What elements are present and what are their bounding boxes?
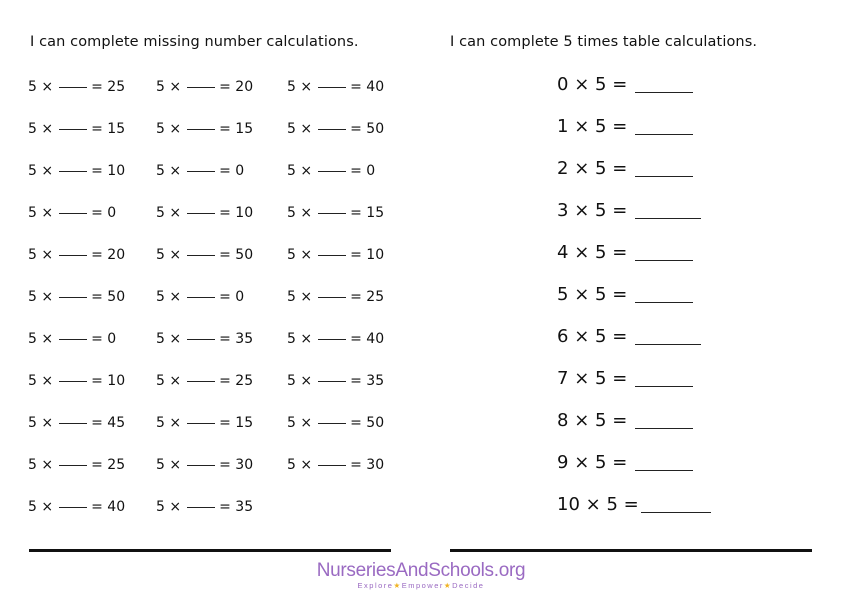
times-table-row (0, 73, 842, 97)
product-value: 50 (366, 121, 385, 137)
product-value: 0 (107, 205, 117, 221)
factor-b: 5 (595, 326, 607, 347)
multiplier: 5 (287, 247, 296, 263)
factor-b: 5 (595, 242, 607, 263)
equals-sign: = (91, 247, 103, 263)
multiplier: 5 (156, 205, 165, 221)
product-value: 25 (107, 79, 126, 95)
multiplier: 5 (287, 121, 296, 137)
times-sign: × (300, 79, 313, 95)
times-sign: × (300, 331, 313, 347)
times-table-row (0, 493, 842, 517)
product-value: 40 (366, 331, 385, 347)
product-value: 25 (107, 457, 126, 473)
equals-sign: = (219, 121, 231, 137)
product-value: 0 (235, 163, 245, 179)
equals-sign: = (91, 289, 103, 305)
equals-sign: = (91, 331, 103, 347)
times-sign: × (300, 373, 313, 389)
logo-tag-explore: Explore (357, 581, 394, 590)
times-sign: × (169, 79, 182, 95)
times-sign: × (41, 79, 54, 95)
multiplier: 5 (28, 163, 37, 179)
logo-tagline (0, 581, 842, 590)
star-icon: ★ (443, 581, 453, 590)
times-sign: × (585, 494, 601, 515)
times-table-question (557, 241, 693, 265)
multiplier: 5 (28, 205, 37, 221)
product-value: 25 (366, 289, 385, 305)
answer-blank[interactable] (635, 217, 701, 219)
times-sign: × (41, 163, 54, 179)
factor-a: 5 (557, 284, 569, 305)
times-table-row (0, 199, 842, 223)
multiplier: 5 (156, 247, 165, 263)
times-table-row (0, 115, 842, 139)
answer-blank[interactable] (635, 343, 701, 345)
times-sign: × (41, 415, 54, 431)
equals-sign: = (350, 289, 362, 305)
equals-sign: = (350, 331, 362, 347)
multiplier: 5 (156, 415, 165, 431)
logo-name: NurseriesAndSchools.org (316, 560, 526, 581)
equals-sign: = (350, 205, 362, 221)
times-table-question (557, 199, 701, 223)
product-value: 40 (107, 499, 126, 515)
right-heading: I can complete 5 times table calculations. (450, 34, 758, 50)
equals-sign: = (219, 499, 231, 515)
times-table-question (557, 115, 693, 139)
times-table-row (0, 325, 842, 349)
times-sign: × (169, 121, 182, 137)
times-sign: × (169, 289, 182, 305)
product-value: 35 (366, 373, 385, 389)
product-value: 10 (366, 247, 385, 263)
equals-sign: = (612, 158, 628, 179)
times-sign: × (169, 457, 182, 473)
factor-a: 1 (557, 116, 569, 137)
equals-sign: = (612, 452, 628, 473)
answer-blank[interactable] (635, 133, 693, 135)
times-sign: × (300, 457, 313, 473)
times-sign: × (41, 289, 54, 305)
times-table-question (557, 367, 693, 391)
equals-sign: = (612, 74, 628, 95)
times-sign: × (574, 116, 590, 137)
product-value: 0 (366, 163, 376, 179)
times-sign: × (300, 415, 313, 431)
multiplier: 5 (156, 121, 165, 137)
logo-tag-decide: Decide (452, 581, 485, 590)
factor-a: 9 (557, 452, 569, 473)
multiplier: 5 (28, 289, 37, 305)
times-sign: × (41, 499, 54, 515)
multiplier: 5 (28, 457, 37, 473)
right-divider (450, 549, 812, 552)
product-value: 30 (366, 457, 385, 473)
factor-a: 0 (557, 74, 569, 95)
product-value: 0 (235, 289, 245, 305)
product-value: 0 (107, 331, 117, 347)
times-table-row (0, 409, 842, 433)
equals-sign: = (612, 368, 628, 389)
equals-sign: = (612, 242, 628, 263)
equals-sign: = (350, 121, 362, 137)
times-sign: × (41, 205, 54, 221)
multiplier: 5 (287, 457, 296, 473)
multiplier: 5 (287, 79, 296, 95)
multiplier: 5 (287, 163, 296, 179)
equals-sign: = (350, 163, 362, 179)
product-value: 15 (366, 205, 385, 221)
factor-a: 10 (557, 494, 580, 515)
factor-b: 5 (606, 494, 618, 515)
answer-blank[interactable] (635, 175, 693, 177)
product-value: 10 (235, 205, 254, 221)
times-sign: × (574, 158, 590, 179)
answer-blank[interactable] (635, 301, 693, 303)
left-heading: I can complete missing number calculations. (30, 34, 359, 50)
product-value: 15 (235, 415, 254, 431)
equals-sign: = (350, 415, 362, 431)
factor-a: 8 (557, 410, 569, 431)
equals-sign: = (219, 247, 231, 263)
equals-sign: = (91, 415, 103, 431)
times-table-row (0, 157, 842, 181)
answer-blank[interactable] (635, 259, 693, 261)
times-sign: × (41, 247, 54, 263)
product-value: 35 (235, 331, 254, 347)
times-sign: × (574, 368, 590, 389)
multiplier: 5 (28, 331, 37, 347)
answer-blank[interactable] (635, 469, 693, 471)
equals-sign: = (219, 289, 231, 305)
times-table-question (557, 157, 693, 181)
factor-a: 7 (557, 368, 569, 389)
factor-b: 5 (595, 452, 607, 473)
factor-b: 5 (595, 410, 607, 431)
factor-a: 6 (557, 326, 569, 347)
times-sign: × (300, 205, 313, 221)
factor-b: 5 (595, 116, 607, 137)
equals-sign: = (350, 79, 362, 95)
product-value: 20 (235, 79, 254, 95)
star-icon: ★ (393, 581, 402, 590)
times-sign: × (574, 200, 590, 221)
product-value: 45 (107, 415, 126, 431)
times-sign: × (41, 121, 54, 137)
equals-sign: = (612, 410, 628, 431)
times-table-question (557, 409, 693, 433)
factor-b: 5 (595, 158, 607, 179)
equals-sign: = (91, 163, 103, 179)
equals-sign: = (350, 373, 362, 389)
product-value: 40 (366, 79, 385, 95)
times-sign: × (41, 457, 54, 473)
equals-sign: = (612, 326, 628, 347)
times-sign: × (300, 289, 313, 305)
equals-sign: = (612, 284, 628, 305)
times-sign: × (574, 284, 590, 305)
multiplier: 5 (287, 373, 296, 389)
multiplier: 5 (156, 373, 165, 389)
equals-sign: = (91, 457, 103, 473)
equals-sign: = (91, 499, 103, 515)
times-sign: × (574, 410, 590, 431)
equals-sign: = (219, 163, 231, 179)
product-value: 50 (366, 415, 385, 431)
multiplier: 5 (287, 289, 296, 305)
equals-sign: = (91, 121, 103, 137)
factor-a: 2 (557, 158, 569, 179)
equals-sign: = (612, 200, 628, 221)
product-value: 10 (107, 163, 126, 179)
factor-b: 5 (595, 74, 607, 95)
product-value: 10 (107, 373, 126, 389)
factor-b: 5 (595, 368, 607, 389)
times-sign: × (574, 326, 590, 347)
answer-blank[interactable] (641, 511, 711, 513)
product-value: 30 (235, 457, 254, 473)
product-value: 50 (235, 247, 254, 263)
multiplier: 5 (156, 289, 165, 305)
multiplier: 5 (287, 205, 296, 221)
equals-sign: = (350, 247, 362, 263)
factor-a: 4 (557, 242, 569, 263)
multiplier: 5 (287, 331, 296, 347)
times-sign: × (41, 373, 54, 389)
equals-sign: = (623, 494, 639, 515)
multiplier: 5 (287, 415, 296, 431)
times-sign: × (574, 74, 590, 95)
product-value: 15 (107, 121, 126, 137)
equals-sign: = (219, 331, 231, 347)
times-table-question (557, 283, 693, 307)
times-table-row (0, 451, 842, 475)
multiplier: 5 (156, 457, 165, 473)
multiplier: 5 (28, 373, 37, 389)
equals-sign: = (219, 79, 231, 95)
times-sign: × (574, 242, 590, 263)
product-value: 50 (107, 289, 126, 305)
equals-sign: = (219, 457, 231, 473)
left-divider (29, 549, 391, 552)
factor-b: 5 (595, 200, 607, 221)
product-value: 20 (107, 247, 126, 263)
times-sign: × (300, 163, 313, 179)
equals-sign: = (91, 373, 103, 389)
times-sign: × (169, 205, 182, 221)
times-sign: × (300, 247, 313, 263)
equals-sign: = (350, 457, 362, 473)
answer-blank[interactable] (635, 427, 693, 429)
times-table-question (557, 325, 701, 349)
times-sign: × (169, 499, 182, 515)
multiplier: 5 (156, 499, 165, 515)
times-table-row (0, 241, 842, 265)
equals-sign: = (612, 116, 628, 137)
multiplier: 5 (28, 247, 37, 263)
equals-sign: = (219, 415, 231, 431)
times-sign: × (169, 331, 182, 347)
multiplier: 5 (156, 163, 165, 179)
times-sign: × (169, 373, 182, 389)
multiplier: 5 (28, 499, 37, 515)
times-sign: × (41, 331, 54, 347)
times-table-question (557, 73, 693, 97)
equals-sign: = (91, 79, 103, 95)
logo-tag-empower: Empower (401, 581, 444, 590)
times-table-question (557, 451, 693, 475)
times-sign: × (169, 415, 182, 431)
multiplier: 5 (28, 415, 37, 431)
multiplier: 5 (28, 79, 37, 95)
times-table-row (0, 283, 842, 307)
multiplier: 5 (156, 331, 165, 347)
times-sign: × (169, 247, 182, 263)
multiplier: 5 (28, 121, 37, 137)
equals-sign: = (219, 205, 231, 221)
equals-sign: = (219, 373, 231, 389)
times-sign: × (574, 452, 590, 473)
times-table-question (557, 493, 711, 517)
product-value: 15 (235, 121, 254, 137)
answer-blank[interactable] (635, 91, 693, 93)
multiplier: 5 (156, 79, 165, 95)
times-sign: × (169, 163, 182, 179)
factor-b: 5 (595, 284, 607, 305)
equals-sign: = (91, 205, 103, 221)
factor-a: 3 (557, 200, 569, 221)
product-value: 35 (235, 499, 254, 515)
times-table-row (0, 367, 842, 391)
answer-blank[interactable] (635, 385, 693, 387)
nurseries-and-schools-logo (0, 560, 842, 590)
product-value: 25 (235, 373, 254, 389)
times-sign: × (300, 121, 313, 137)
